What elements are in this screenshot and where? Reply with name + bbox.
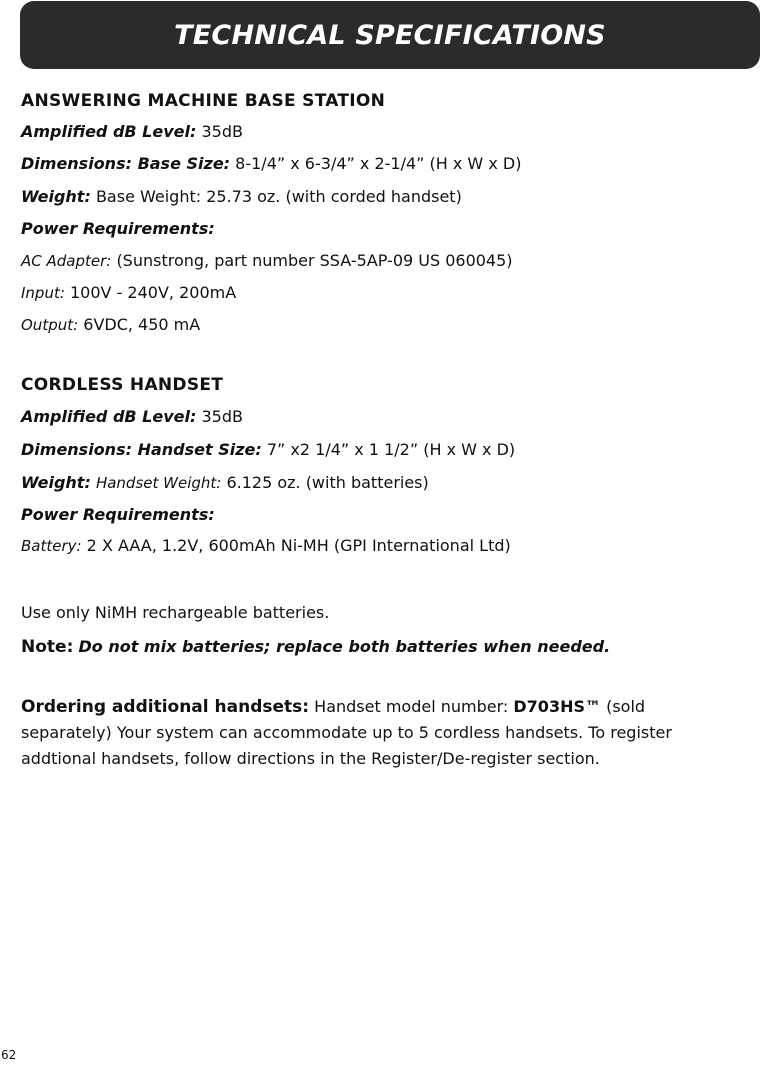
ordering-paragraph — [21, 694, 721, 772]
handset-weight-value: 6.125 oz. (with batteries) — [226, 473, 429, 492]
handset-battery-label: Battery: — [21, 537, 82, 555]
handset-power-label — [21, 504, 215, 526]
base-dimensions-value: 8-1/4” x 6-3/4” x 2-1/4” (H x W x D) — [235, 154, 522, 173]
handset-amplified-value: 35dB — [201, 407, 243, 426]
handset-dimensions-value: 7” x2 1/4” x 1 1/2” (H x W x D) — [266, 440, 516, 459]
handset-amplified-row — [21, 406, 243, 428]
base-adapter-label: AC Adapter: — [21, 252, 112, 270]
base-station-heading: ANSWERING MACHINE BASE STATION — [21, 91, 386, 111]
handset-amplified-label: Amplified dB Level: — [21, 407, 197, 426]
base-adapter-row — [21, 250, 513, 272]
handset-heading: CORDLESS HANDSET — [21, 375, 224, 395]
battery-instruction: Use only NiMH rechargeable batteries. — [21, 603, 330, 622]
handset-battery-row — [21, 535, 511, 557]
ordering-text-before: Handset model number: — [314, 697, 509, 716]
ordering-model-number: D703HS™ — [513, 697, 601, 716]
base-output-row — [21, 314, 200, 336]
base-output-label: Output: — [21, 316, 79, 334]
base-power-label-text: Power Requirements: — [21, 219, 215, 238]
ordering-text-after: (sold separately) Your system can accommodate up to 5 cordless handsets. To register addtional handsets, follow directions in the Register/De-register section. — [21, 697, 672, 768]
handset-battery-value: 2 X AAA, 1.2V, 600mAh Ni-MH (GPI International Ltd) — [86, 536, 511, 555]
base-weight-row — [21, 186, 462, 208]
handset-weight-sublabel: Handset Weight: — [95, 474, 222, 492]
base-amplified-value: 35dB — [201, 122, 243, 141]
page-number: 62 — [1, 1048, 17, 1062]
base-weight-value: Base Weight: 25.73 oz. (with corded handset) — [95, 187, 462, 206]
base-amplified-row — [21, 121, 243, 143]
base-dimensions-row — [21, 153, 521, 175]
base-dimensions-label: Dimensions: Base Size: — [21, 154, 231, 173]
base-power-label — [21, 218, 215, 240]
base-input-value: 100V - 240V, 200mA — [70, 283, 237, 302]
handset-dimensions-row — [21, 439, 515, 461]
note-label: Note: — [21, 637, 74, 657]
ordering-label: Ordering additional handsets: — [21, 697, 310, 717]
note-text: Do not mix batteries; replace both batteries when needed. — [78, 637, 611, 656]
page-title: TECHNICAL SPECIFICATIONS — [174, 19, 606, 51]
base-weight-label: Weight: — [21, 187, 91, 206]
handset-dimensions-label: Dimensions: Handset Size: — [21, 440, 262, 459]
handset-power-label-text: Power Requirements: — [21, 505, 215, 524]
handset-weight-row — [21, 472, 429, 494]
base-adapter-value: (Sunstrong, part number SSA-5AP-09 US 060045) — [116, 251, 513, 270]
base-input-row — [21, 282, 236, 304]
base-amplified-label: Amplified dB Level: — [21, 122, 197, 141]
title-banner — [20, 1, 760, 69]
base-output-value: 6VDC, 450 mA — [83, 315, 201, 334]
handset-weight-label: Weight: — [21, 473, 91, 492]
battery-note-row — [21, 636, 610, 658]
base-input-label: Input: — [21, 284, 65, 302]
